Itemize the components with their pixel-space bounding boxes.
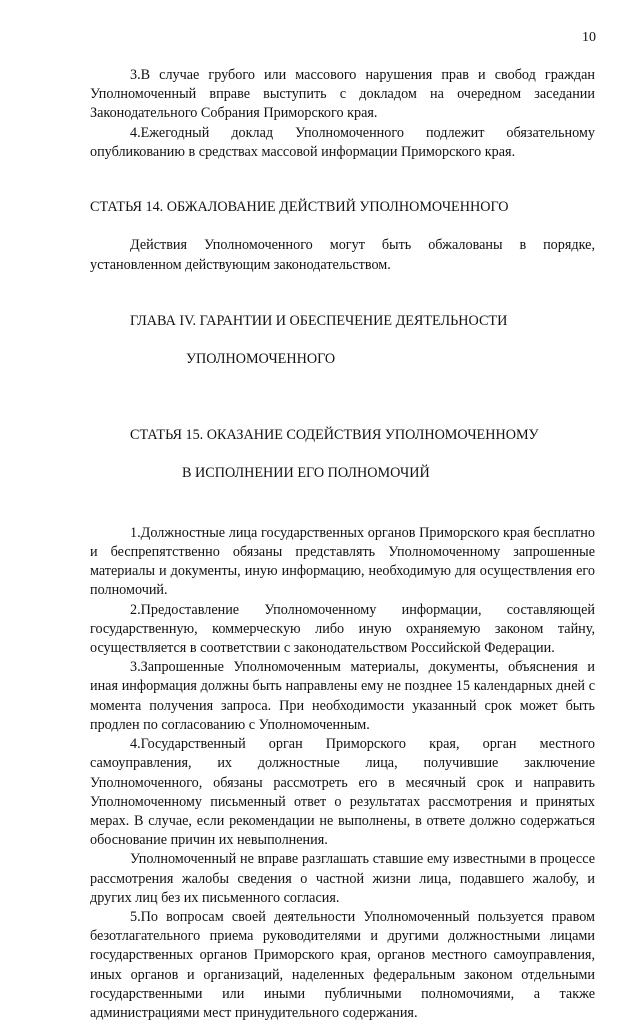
paragraph-4-annual-report: 4.Ежегодный доклад Уполномоченного подлежит обязательному опубликованию в средствах массовой информации Приморского края.	[90, 124, 595, 160]
heading-article-14-line-1: СТАТЬЯ 14. ОБЖАЛОВАНИЕ ДЕЙСТВИЙ УПОЛНОМОЧЕННОГО	[90, 199, 509, 216]
paragraph-5-reception: 5.По вопросам своей деятельности Уполномоченный пользуется правом безотлагательного приема руководителями и другими должностными лицами государственных органов Приморского края, органов местного самоуправления, иных органов и организаций, наделенных федеральным законом отдельными государственными или иными публичными полномочиями, а также администрациями мест принудительного содержания.	[90, 908, 595, 1021]
paragraph-4-response: 4.Государственный орган Приморского края, орган местного самоуправления, их должностные лица, получившие заключение Уполномоченного, обязаны рассмотреть его в месячный срок и направить Уполномоченному письменный ответ о результатах рассмотрения и принятых мерах. В случае, если рекомендации не выполнены, в ответе должно содержаться обоснование причин их невыполнения.	[90, 736, 595, 849]
heading-chapter-4-line-2: УПОЛНОМОЧЕННОГО	[186, 351, 336, 368]
paragraph-1-officials: 1.Должностные лица государственных органов Приморского края бесплатно и беспрепятственно обязаны представлять Уполномоченному запрошенные материалы и документы, иную информацию, необходимую для осуществления его полномочий.	[90, 524, 595, 599]
paragraph-privacy: Уполномоченный не вправе разглашать ставшие ему известными в процессе рассмотрения жалобы сведения о частной жизни лица, подавшего жалобу, и других лиц без их письменного согласия.	[90, 851, 595, 906]
paragraph-3-report: 3.В случае грубого или массового нарушения прав и свобод граждан Уполномоченный вправе выступить с докладом на очередном заседании Законодательного Собрания Приморского края.	[90, 67, 595, 122]
paragraph-appeal: Действия Уполномоченного могут быть обжалованы в порядке, установленном действующим законодательством.	[90, 237, 595, 273]
heading-chapter-4-line-1: ГЛАВА IV. ГАРАНТИИ И ОБЕСПЕЧЕНИЕ ДЕЯТЕЛЬНОСТИ	[130, 313, 508, 330]
heading-article-15-line-1: СТАТЬЯ 15. ОКАЗАНИЕ СОДЕЙСТВИЯ УПОЛНОМОЧЕННОМУ	[130, 427, 539, 444]
paragraph-2-secret-info: 2.Предоставление Уполномоченному информации, составляющей государственную, коммерческую либо иную охраняемую законом тайну, осуществляется в соответствии с законодательством Российской Федерации.	[90, 601, 595, 657]
heading-article-15	[90, 407, 595, 503]
heading-article-15-line-2: В ИСПОЛНЕНИИ ЕГО ПОЛНОМОЧИЙ	[182, 465, 430, 482]
heading-article-14	[90, 179, 595, 217]
paragraph-3-deadline: 3.Запрошенные Уполномоченным материалы, документы, объяснения и иная информация должны быть направлены ему не позднее 15 календарных дней с момента получения запроса. При необходимости указанный срок может быть продлен по согласованию с Уполномоченным.	[90, 659, 595, 733]
heading-chapter-4	[90, 293, 595, 389]
page-number: 10	[582, 30, 596, 45]
document-body	[90, 66, 595, 1023]
